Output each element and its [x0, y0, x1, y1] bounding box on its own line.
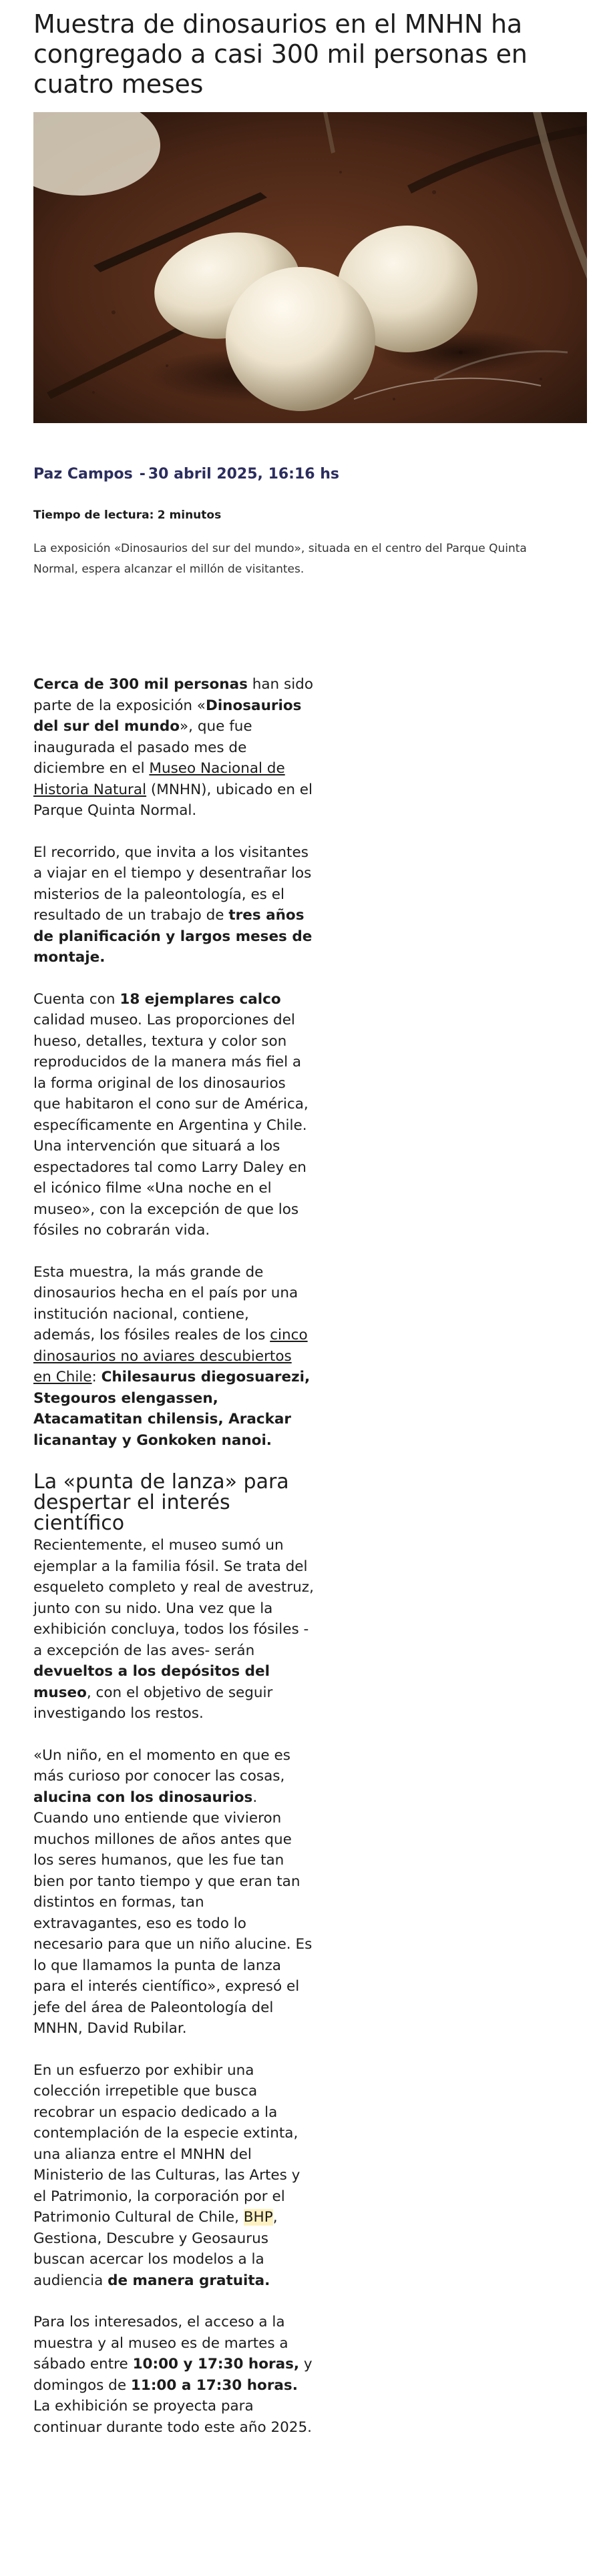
bold-text: de manera gratuita. — [108, 2272, 270, 2289]
bold-text: devueltos a los depósitos del museo — [33, 1663, 270, 1701]
photo-eggs-icon — [33, 112, 587, 423]
text: calidad museo. Las proporciones del hueso, detalles, textura y color son reproducidos de la manera más fiel a la forma original de los dinosaurios que habitaron el cono sur de América, específicamente en Argentina y Chile. Una intervención que situará a los espectadores tal como Larry Daley en el icónico filme «Una noche en el museo», con la excepción de que los fósiles no cobrarán vida. — [33, 1012, 309, 1239]
hero-image — [33, 112, 587, 423]
paragraph-8 — [33, 2312, 314, 2438]
text: Esta muestra, la más grande de dinosaurios hecha en el país por una institución nacional, contiene, además, los fósiles reales de los — [33, 1263, 298, 1343]
reading-time-value: 2 minutos — [157, 509, 222, 522]
paragraph-2 — [33, 842, 314, 968]
text: Para los interesados, el acceso a la muestra y al museo es de martes a sábado entre — [33, 2314, 288, 2372]
reading-time-label: Tiempo de lectura: — [33, 509, 154, 522]
paragraph-5 — [33, 1535, 314, 1724]
bold-text: alucina con los dinosaurios — [33, 1789, 253, 1806]
bold-text: Cerca de 300 mil personas — [33, 676, 248, 693]
paragraph-3 — [33, 989, 314, 1241]
reading-time — [33, 509, 221, 522]
text: (MNHN), ubicado en el Parque Quinta Normal. — [33, 781, 313, 819]
text: han sido parte de la exposición « — [33, 676, 313, 714]
text: , Gestiona, Descubre y Geosaurus buscan acercar los modelos a la audiencia — [33, 2209, 278, 2289]
bold-text: Chilesaurus diegosuarezi, Stegouros elengassen, Atacamatitan chilensis, Arackar licanantay y Gonkoken nanoi. — [33, 1369, 311, 1449]
bold-text: 10:00 y 17:30 horas, — [132, 2356, 300, 2372]
link-cinco-dinosaurios[interactable]: cinco dinosaurios no aviares descubiertos en Chile — [33, 1327, 308, 1385]
byline — [33, 466, 339, 482]
text: y domingos de — [33, 2356, 313, 2394]
text: En un esfuerzo por exhibir una colección irrepetible que busca recobrar un espacio dedicado a la contemplación de la especie extinta, una alianza entre el MNHN del Ministerio de las Culturas, las Artes y el Patrimonio, la corporación por el Patrimonio Cultural de Chile, — [33, 2061, 300, 2226]
text: «Un niño, en el momento en que es más curioso por conocer las cosas, — [33, 1746, 290, 1785]
article-body — [33, 674, 314, 2459]
text: Cuenta con — [33, 990, 120, 1008]
text: El recorrido, que invita a los visitantes a viajar en el tiempo y desentrañar los misterios de la paleontología, es el resultado de un trabajo de — [33, 844, 312, 924]
bold-text: tres años de planificación y largos meses de montaje. — [33, 907, 313, 966]
text: », que fue inaugurada el pasado mes de diciembre en el — [33, 718, 252, 777]
highlight-bhp[interactable]: BHP — [243, 2209, 273, 2226]
paragraph-6 — [33, 1745, 314, 2039]
text: . Cuando uno entiende que vivieron muchos millones de años antes que los seres humanos, que les fue tan bien por tanto tiempo y que eran tan distintos en formas, tan extravagantes, eso es todo lo necesario para que un niño alucine. Es lo que llamamos la punta de lanza para el interés científico», expresó el jefe del área de Paleontología del MNHN, David Rubilar. — [33, 1789, 313, 2037]
author-name[interactable]: Paz Campos — [33, 466, 133, 482]
text: Recientemente, el museo sumó un ejemplar a la familia fósil. Se trata del esqueleto completo y real de avestruz, junto con su nido. Una vez que la exhibición concluya, todos los fósiles -a excepción de las aves- serán — [33, 1537, 314, 1659]
link-mnhn[interactable]: Museo Nacional de Historia Natural — [33, 760, 285, 798]
paragraph-4 — [33, 1262, 314, 1452]
article-title: Muestra de dinosaurios en el MNHN ha congregado a casi 300 mil personas en cuatro meses — [33, 9, 528, 99]
text: La exhibición se proyecta para continuar durante todo este año 2025. — [33, 2398, 312, 2436]
paragraph-1 — [33, 674, 314, 822]
article-summary: La exposición «Dinosaurios del sur del mundo», situada en el centro del Parque Quinta Normal, espera alcanzar el millón de visitantes. — [33, 542, 527, 576]
bold-text: 11:00 a 17:30 horas. — [130, 2376, 298, 2394]
publish-date: 30 abril 2025, 16:16 hs — [148, 466, 340, 482]
paragraph-7 — [33, 2060, 314, 2292]
bold-text: 18 ejemplares calco — [120, 990, 281, 1008]
text: , con el objetivo de seguir investigando los restos. — [33, 1684, 273, 1722]
byline-separator: - — [139, 466, 146, 482]
text: : — [91, 1369, 102, 1385]
bold-text: Dinosaurios del sur del mundo — [33, 697, 302, 735]
section-heading: La «punta de lanza» para despertar el interés científico — [33, 1470, 289, 1535]
